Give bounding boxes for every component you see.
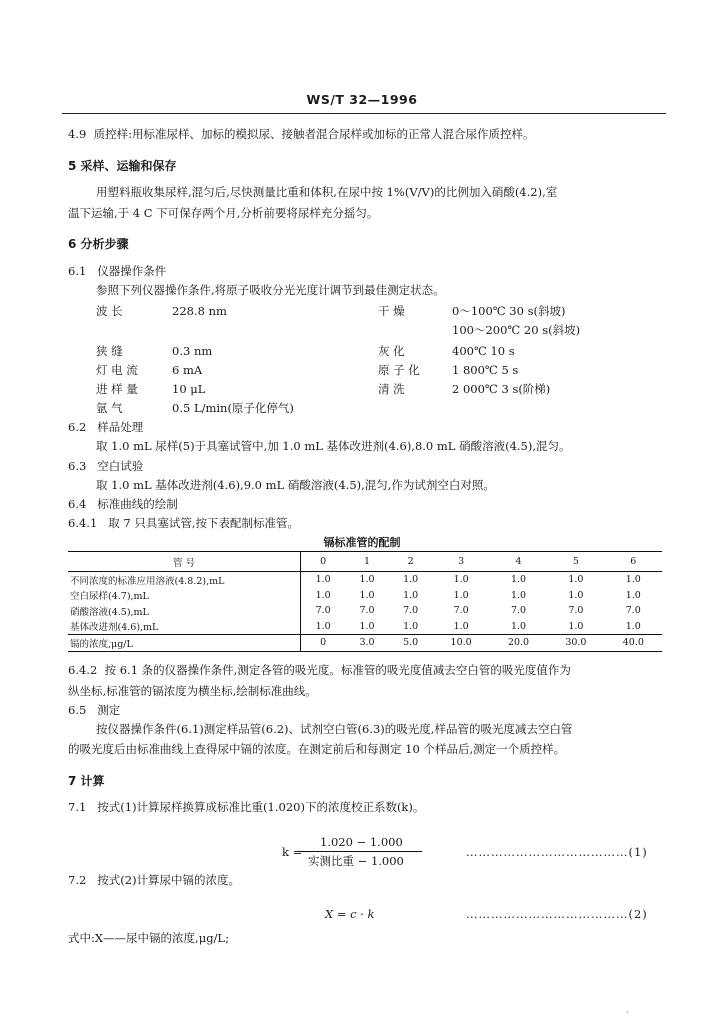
- table-cell: 20.0: [490, 635, 547, 652]
- section-6-4-1-num: 6.4.1: [68, 516, 98, 530]
- scan-mark: .: [626, 1006, 629, 1016]
- condition-label: 清 洗: [378, 382, 405, 396]
- table-col-header: 5: [547, 552, 604, 572]
- table-cell: 1.0: [403, 589, 419, 601]
- section-6-1-num: 6.1: [68, 264, 87, 278]
- table-cell: 10.0: [432, 635, 489, 652]
- table-cell: 7.0: [403, 605, 419, 617]
- condition-label: 波 长: [96, 304, 123, 318]
- table-cell: 1.0: [403, 574, 419, 586]
- condition-label: 灰 化: [378, 344, 405, 358]
- table-cell: 1.0: [453, 589, 469, 601]
- section-6-3-heading: [68, 458, 143, 474]
- table-col-header: 3: [432, 552, 489, 572]
- table-cell: 3.0: [345, 635, 389, 652]
- condition-value: 1 800℃ 5 s: [452, 363, 519, 377]
- section-6-3-text: 取 1.0 mL 基体改进剂(4.6),9.0 mL 硝酸溶液(4.5),混匀,作为试剂空白对照。: [96, 478, 495, 492]
- section-6-3-title: 空白试验: [97, 459, 144, 473]
- section-6-1-heading: [68, 263, 166, 279]
- formula-where: 式中:X——尿中镉的浓度,μg/L;: [68, 931, 229, 945]
- item-4-9-num: 4.9: [68, 127, 87, 141]
- table-row-label: 基体改进剂(4.6),mL: [68, 619, 301, 635]
- table-cell: 7.0: [625, 605, 641, 617]
- table-col-header: 6: [605, 552, 662, 572]
- equation-2: X = c · k: [325, 907, 375, 921]
- table-row-label: 不同浓度的标准应用溶液(4.8.2),mL: [68, 572, 301, 588]
- condition-left-2: [96, 362, 202, 378]
- section-6-2-title: 样品处理: [97, 420, 144, 434]
- table-cell: 1.0: [625, 574, 641, 586]
- section-5-line2: 温下运输,于 4 C 下可保存两个月,分析前要将尿样充分摇匀。: [68, 206, 379, 220]
- table-cell: 1.0: [510, 620, 527, 632]
- equation-1-numerator: 1.020 − 1.000: [320, 835, 403, 849]
- condition-label: 狭 缝: [96, 344, 123, 358]
- equation-1-denominator: 实测比重 − 1.000: [308, 854, 404, 868]
- section-5-line1: 用塑料瓶收集尿样,混匀后,尽快测量比重和体积,在尿中按 1%(V/V)的比例加入硝酸(4.2),室: [96, 185, 558, 199]
- item-4-9: [68, 126, 534, 142]
- condition-value: 0.5 L/min(原子化停气): [172, 401, 294, 415]
- section-6-2-text: 取 1.0 mL 尿样(5)于具塞试管中,加 1.0 mL 基体改进剂(4.6),8.0 mL 硝酸溶液(4.5),混匀。: [96, 439, 571, 453]
- condition-value: 228.8 nm: [172, 304, 227, 318]
- condition-value: 10 μL: [172, 382, 206, 396]
- section-6-1-title: 仪器操作条件: [97, 264, 167, 278]
- equation-1-tag: …………………………………(1): [466, 845, 648, 859]
- condition-right-1: [378, 322, 580, 338]
- section-6-1-text: 参照下列仪器操作条件,将原子吸收分光光度计调节到最佳测定状态。: [96, 283, 445, 297]
- table-row: [68, 588, 662, 604]
- condition-right-2: [378, 343, 515, 359]
- condition-label: 干 燥: [378, 304, 405, 318]
- section-6-4-1: [68, 515, 299, 531]
- section-6-4-heading: [68, 496, 178, 512]
- table-cell: 1.0: [359, 574, 375, 586]
- table-row: [68, 619, 662, 635]
- condition-value: 0.3 nm: [172, 344, 213, 358]
- section-6-4-2-line1: [68, 662, 571, 678]
- section-7-1-text: 按式(1)计算尿样换算成标准比重(1.020)下的浓度校正系数(k)。: [97, 800, 425, 814]
- condition-left-1: [96, 343, 212, 359]
- condition-label: 进 样 量: [96, 382, 138, 396]
- section-7-title: 7 计算: [68, 774, 105, 788]
- condition-left-4: [96, 400, 294, 416]
- table-cell: 1.0: [510, 589, 527, 601]
- table-row: [68, 572, 662, 588]
- section-6-4-2-text: 按 6.1 条的仪器操作条件,测定各管的吸光度。标准管的吸光度值减去空白管的吸光度值作为: [104, 663, 571, 677]
- table-cell: 1.0: [568, 589, 584, 601]
- table-cell: 1.0: [315, 574, 331, 586]
- table-col-header: 0: [301, 552, 346, 572]
- table-cell: 1.0: [453, 574, 469, 586]
- table-cell: 7.0: [510, 605, 527, 617]
- condition-value: 400℃ 10 s: [452, 344, 515, 358]
- table-col-header: 2: [389, 552, 433, 572]
- table-cell: 1.0: [453, 620, 469, 632]
- section-6-2-num: 6.2: [68, 420, 87, 434]
- condition-value: 2 000℃ 3 s(阶梯): [452, 382, 551, 396]
- section-6-5-line2: 的吸光度后由标准曲线上查得尿中镉的浓度。在测定前后和每测定 10 个样品后,测定一个质控样。: [68, 742, 566, 756]
- table-col-header: 1: [345, 552, 389, 572]
- table-cell: 1.0: [510, 574, 527, 586]
- condition-value: 0～100℃ 30 s(斜坡): [452, 304, 566, 318]
- table-cell: 7.0: [315, 605, 331, 617]
- condition-right-4: [378, 381, 550, 397]
- table-cell: 7.0: [453, 605, 469, 617]
- condition-label: 氩 气: [96, 401, 123, 415]
- table-cell: 1.0: [359, 589, 375, 601]
- condition-right-0: [378, 303, 565, 319]
- section-7-2-num: 7.2: [68, 873, 87, 887]
- condition-label: 灯 电 流: [96, 363, 138, 377]
- table-row-label: 镉的浓度,μg/L: [68, 635, 301, 652]
- section-6-5-num: 6.5: [68, 703, 87, 717]
- table-row-label: 硝酸溶液(4.5),mL: [68, 603, 301, 619]
- section-7-1-num: 7.1: [68, 800, 87, 814]
- table-cell: 1.0: [315, 620, 331, 632]
- table-cell: 40.0: [605, 635, 662, 652]
- section-7-2: [68, 872, 240, 888]
- table-cell: 1.0: [568, 620, 584, 632]
- table-cell: 1.0: [625, 589, 641, 601]
- table-header-row: [68, 552, 662, 572]
- section-7-2-text: 按式(2)计算尿中镉的浓度。: [97, 873, 241, 887]
- table-cell: 0: [301, 635, 346, 652]
- section-6-4-2-num: 6.4.2: [68, 663, 98, 677]
- section-6-4-num: 6.4: [68, 497, 87, 511]
- table-row-concentration: [68, 635, 662, 652]
- section-6-2-heading: [68, 419, 143, 435]
- table-col-header: 4: [490, 552, 547, 572]
- condition-value: 6 mA: [172, 363, 203, 377]
- header-rule: [62, 113, 666, 114]
- item-4-9-text: 质控样:用标准尿样、加标的模拟尿、接触者混合尿样或加标的正常人混合尿作质控样。: [93, 127, 535, 141]
- section-7-1: [68, 799, 424, 815]
- section-6-4-2-line2: 纵坐标,标准管的镉浓度为横坐标,绘制标准曲线。: [68, 684, 317, 698]
- document-header: WS/T 32—1996: [306, 92, 418, 107]
- table-caption: 镉标准管的配制: [323, 536, 401, 549]
- table-cell: 1.0: [315, 589, 331, 601]
- table-cell: 5.0: [389, 635, 433, 652]
- table-cell: 1.0: [568, 574, 584, 586]
- table-row-label: 空白尿样(4.7),mL: [68, 588, 301, 604]
- condition-label: 原 子 化: [378, 363, 420, 377]
- table-cell: 1.0: [625, 620, 641, 632]
- section-6-title: 6 分析步骤: [68, 237, 129, 251]
- condition-value: 100～200℃ 20 s(斜坡): [452, 323, 581, 337]
- equation-1-lhs: k =: [282, 845, 303, 859]
- table-cell: 1.0: [359, 620, 375, 632]
- section-6-5-heading: [68, 702, 120, 718]
- standard-tube-table: [68, 551, 662, 652]
- section-6-3-num: 6.3: [68, 459, 87, 473]
- section-6-4-1-text: 取 7 只具塞试管,按下表配制标准管。: [108, 516, 300, 530]
- condition-left-3: [96, 381, 205, 397]
- table-cell: 7.0: [359, 605, 375, 617]
- condition-right-3: [378, 362, 518, 378]
- fraction-bar: [298, 851, 422, 852]
- equation-2-tag: …………………………………(2): [466, 907, 648, 921]
- table-header-label: 管 号: [68, 552, 301, 572]
- table-cell: 7.0: [568, 605, 584, 617]
- condition-left-0: [96, 303, 227, 319]
- section-6-5-line1: 按仪器操作条件(6.1)测定样品管(6.2)、试剂空白管(6.3)的吸光度,样品管的吸光度减去空白管: [96, 722, 573, 736]
- section-6-5-title: 测定: [97, 703, 121, 717]
- table-cell: 30.0: [547, 635, 604, 652]
- table-cell: 1.0: [403, 620, 419, 632]
- table-row: [68, 603, 662, 619]
- section-6-4-title: 标准曲线的绘制: [97, 497, 178, 511]
- section-5-title: 5 采样、运输和保存: [68, 159, 177, 173]
